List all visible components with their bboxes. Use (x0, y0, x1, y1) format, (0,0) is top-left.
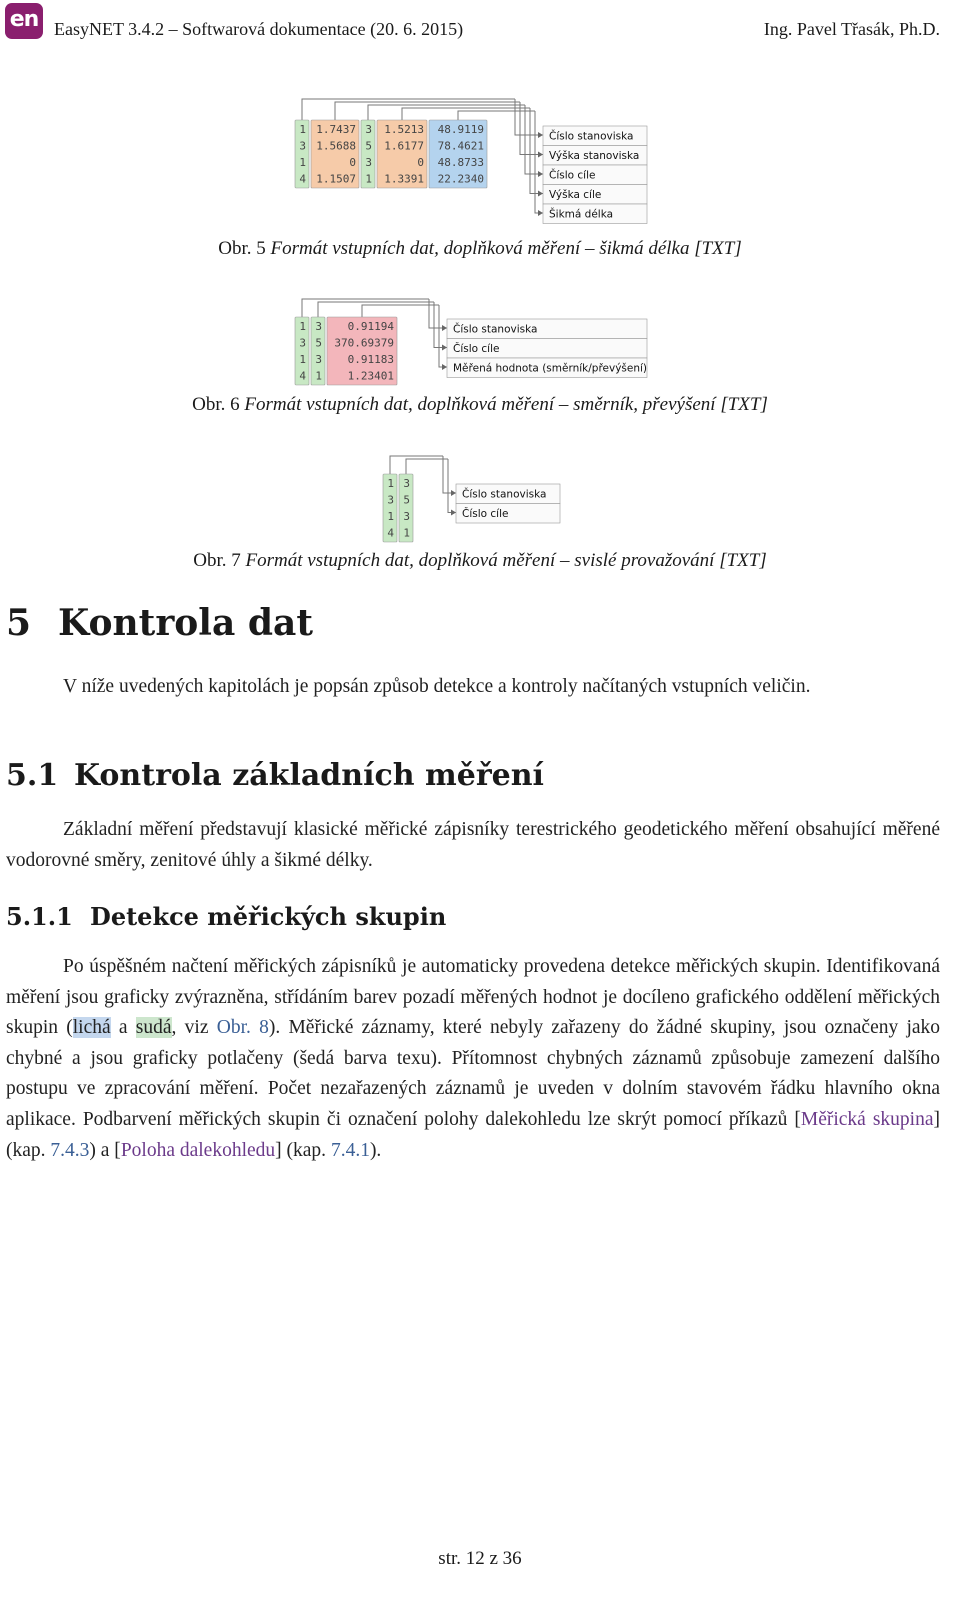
figure-5-svg (295, 95, 655, 225)
text-run: ] (kap. (275, 1139, 331, 1161)
figure-5-caption-text: Formát vstupních dat, doplňková měření – šikmá délka [TXT] (270, 238, 742, 259)
document-title: EasyNET 3.4.2 – Softwarová dokumentace (20. 6. 2015) (54, 19, 464, 39)
figure-5-value: 22.2340 (437, 172, 484, 186)
figure-5-diagram (295, 95, 655, 225)
heading-title: Kontrola dat (58, 602, 313, 644)
figure-7-caption-number: Obr. 7 (193, 550, 241, 571)
chapter-reference-7-4-3[interactable]: 7.4.3 (50, 1139, 90, 1161)
figure-5-value: 0 (417, 156, 424, 169)
figure-6-value: 1.23401 (347, 369, 394, 383)
figure-5-caption (0, 238, 960, 260)
figure-5-value: 1.3391 (384, 172, 424, 186)
figure-6-value: 3 (299, 336, 306, 350)
arrow-icon (538, 132, 543, 138)
figure-6-value: 370.69379 (334, 336, 394, 350)
figure-5-value: 1 (299, 156, 306, 169)
figure-6-value: 1 (299, 353, 306, 366)
arrow-icon (538, 191, 543, 197)
figure-8-reference-link[interactable]: Obr. 8 (216, 1017, 269, 1039)
document-author: Ing. Pavel Třasák, Ph.D. (763, 19, 940, 39)
command-link-poloha-dalekohledu[interactable]: Poloha dalekohledu (120, 1139, 276, 1161)
figure-6-value: 5 (315, 336, 322, 350)
figure-5-value: 5 (365, 139, 372, 153)
figure-7-label: Číslo stanoviska (462, 488, 547, 501)
text-run: Po úspěšném načtení měřických zápisníků je automaticky provedena detekce měřických skupin. Identifikovaná měření jsou graficky zvýrazněna, střídáním barev pozadí měřených hodnot je docíleno grafického oddělení měřických skupin ( (6, 956, 940, 1039)
figure-6-label: Číslo stanoviska (453, 323, 538, 336)
highlight-even: sudá (135, 1017, 172, 1039)
figure-6-value: 4 (299, 369, 306, 383)
figure-5-value: 1.5688 (316, 139, 356, 153)
command-link-mericka-skupina[interactable]: Měřická skupina (800, 1108, 934, 1130)
figure-5-label: Číslo cíle (549, 169, 596, 182)
arrow-icon (538, 152, 543, 158)
figure-6-svg (295, 295, 655, 385)
figure-6-diagram (295, 295, 655, 385)
figure-7-value: 3 (387, 493, 394, 507)
heading-number: 5 (6, 602, 32, 644)
heading-number: 5.1.1 (6, 902, 73, 931)
figure-6-value: 0.91194 (347, 320, 394, 333)
text-run: ). (369, 1139, 382, 1161)
heading-section-5-1 (6, 758, 544, 793)
figure-7-value: 1 (387, 510, 394, 523)
figure-5-value: 3 (365, 123, 372, 136)
figure-7-value: 3 (403, 510, 410, 523)
figure-7-value: 1 (387, 477, 394, 490)
heading-section-5-1-1 (6, 902, 446, 931)
chapter-reference-7-4-1[interactable]: 7.4.1 (330, 1139, 370, 1161)
arrow-icon (538, 210, 543, 216)
figure-5-value: 1.1507 (316, 172, 356, 186)
figure-5-caption-number: Obr. 5 (218, 238, 266, 259)
figure-5-value: 3 (299, 139, 306, 153)
figure-5-value: 1.6177 (384, 139, 424, 153)
heading-title: Kontrola základních měření (74, 758, 544, 793)
page-number: str. 12 z 36 (438, 1548, 522, 1569)
figure-6-caption-text: Formát vstupních dat, doplňková měření – směrník, převýšení [TXT] (244, 394, 768, 415)
figure-6-value: 1 (315, 369, 322, 383)
text-run: a (110, 1017, 136, 1039)
figure-7-leader-line (406, 459, 456, 513)
text-run: , viz (171, 1017, 217, 1039)
figure-7-value: 5 (403, 493, 410, 507)
figure-7-label: Číslo cíle (462, 508, 509, 520)
figure-6-value: 3 (315, 320, 322, 333)
figure-5-value: 0 (349, 156, 356, 169)
arrow-icon (451, 490, 456, 496)
arrow-icon (451, 510, 456, 516)
figure-6-caption (0, 394, 960, 416)
figure-7-value: 1 (403, 526, 410, 540)
arrow-icon (442, 364, 447, 370)
heading-title: Detekce měřických skupin (90, 902, 447, 931)
figure-5-value: 4 (299, 172, 306, 186)
figure-6-label: Měřená hodnota (směrník/převýšení) (453, 362, 648, 375)
arrow-icon (442, 325, 447, 331)
figure-5-value: 1.7437 (316, 123, 356, 136)
section-5-intro: V níže uvedených kapitolách je popsán způsob detekce a kontroly načítaných vstupních veličin. (63, 676, 811, 697)
figure-5-value: 1.5213 (384, 123, 424, 136)
highlight-odd: lichá (72, 1017, 111, 1039)
figure-6-value: 3 (315, 353, 322, 366)
figure-5-value: 1 (299, 123, 306, 136)
figure-6-label: Číslo cíle (453, 343, 500, 355)
figure-7-caption (0, 550, 960, 572)
figure-6-value: 1 (299, 320, 306, 333)
figure-7-caption-text: Formát vstupních dat, doplňková měření – svislé provažování [TXT] (245, 550, 767, 571)
figure-5-value: 48.9119 (437, 123, 484, 136)
figure-7-svg (380, 452, 580, 542)
figure-7-value: 3 (403, 477, 410, 490)
arrow-icon (442, 345, 447, 351)
text-run: ] (kap. (6, 1108, 940, 1161)
text-run: ). Měřické záznamy, které nebyly zařazeny do žádné skupiny, jsou označeny jako chybné a jsou graficky potlačeny (šedá barva texu). Přítomnost chybných záznamů způsobuje zamezení dalšího postupu ve zpracování měření. Počet nezařazených záznamů je uveden v dolním stavovém řádku hlavního okna aplikace. Podbarvení měřických skupin či označení polohy dalekohledu lze skrýt pomocí příkazů [ (6, 1017, 941, 1130)
figure-7-diagram (380, 452, 580, 542)
figure-5-label: Výška stanoviska (549, 150, 640, 162)
figure-5-value: 78.4621 (437, 139, 484, 153)
heading-number: 5.1 (6, 758, 59, 793)
arrow-icon (538, 171, 543, 177)
figure-6-caption-number: Obr. 6 (192, 394, 240, 415)
figure-6-value: 0.91183 (347, 353, 394, 366)
section-5-1-1-text (6, 952, 940, 1166)
figure-5-value: 3 (365, 156, 372, 169)
figure-5-value: 48.8733 (437, 156, 484, 169)
figure-7-value: 4 (387, 526, 394, 540)
figure-5-label: Výška cíle (549, 189, 602, 201)
section-5-1-text: Základní měření představují klasické měřické zápisníky terestrického geodetického měření obsahující měřené vodorovné směry, zenitové úhly a šikmé délky. (6, 819, 940, 871)
text-run: ) a [ (89, 1139, 121, 1161)
figure-5-label: Šikmá délka (549, 208, 614, 221)
figure-5-value: 1 (365, 172, 372, 186)
easynet-logo: en (5, 3, 43, 39)
figure-5-label: Číslo stanoviska (549, 130, 634, 143)
page-header (0, 0, 960, 52)
heading-section-5 (6, 602, 313, 644)
